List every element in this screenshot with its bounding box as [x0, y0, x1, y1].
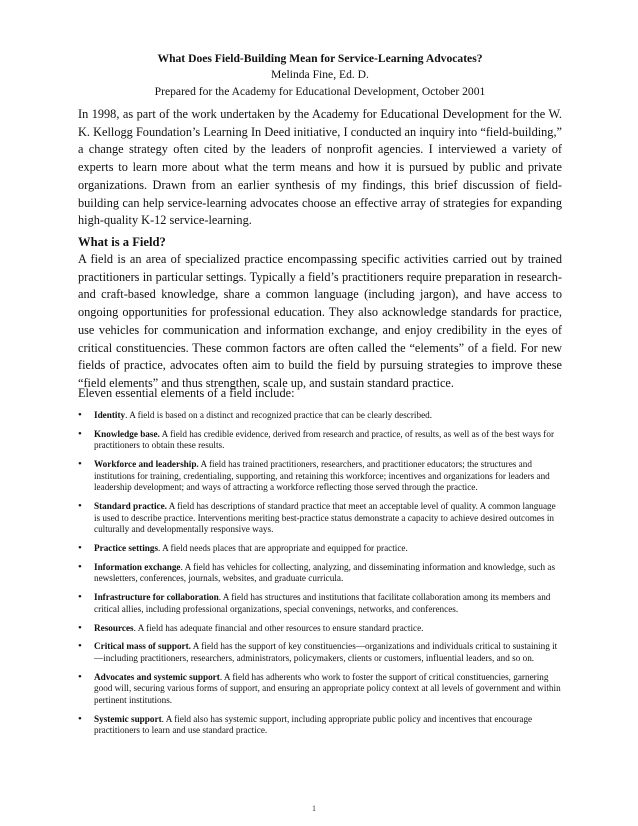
- element-separator: .: [180, 561, 185, 572]
- element-separator: .: [158, 543, 163, 554]
- element-term: Information exchange: [94, 561, 181, 572]
- list-item: [78, 429, 562, 452]
- element-separator: .: [218, 592, 223, 603]
- list-item: [78, 714, 562, 737]
- list-item: [78, 623, 562, 635]
- bullet-icon: •: [78, 591, 82, 604]
- list-item: [78, 459, 562, 494]
- element-separator: .: [133, 622, 138, 633]
- element-term: Identity: [94, 410, 126, 420]
- element-description: A field needs places that are appropriate and equipped for practice.: [162, 543, 408, 554]
- element-description: A field also has systemic support, including appropriate public policy and incentives that encourage practitioners to learn and use standard practice.: [94, 713, 533, 736]
- element-separator: .: [125, 410, 130, 420]
- bullet-icon: •: [78, 542, 82, 555]
- list-item: [78, 592, 562, 615]
- element-description: A field has adherents who work to foster the support of critical constituencies, garnering good will, securing various forms of support, and ensuring an appropriate policy context at all levels of government and within pertinent institutions.: [94, 671, 561, 705]
- bullet-icon: •: [78, 621, 82, 634]
- list-item: [78, 672, 562, 707]
- document-author: Melinda Fine, Ed. D.: [271, 68, 369, 81]
- field-elements-list: [78, 410, 562, 744]
- element-description: A field has structures and institutions that facilitate collaboration among its members and critical allies, including professional organizations, special convenings, networks, and conferences.: [94, 592, 551, 614]
- list-item: [78, 501, 562, 536]
- element-description: A field has descriptions of standard practice that meet an acceptable level of quality. A common language is used to describe practice. Interventions meriting best-practice status demonstrate a capacity to achieve desired outcomes in culturally and developmentally responsive ways.: [94, 501, 556, 535]
- bullet-icon: •: [78, 458, 82, 471]
- bullet-icon: •: [78, 409, 82, 421]
- section-heading: What is a Field?: [78, 235, 166, 249]
- bullet-icon: •: [78, 670, 82, 683]
- list-item: [78, 543, 562, 555]
- element-separator: .: [219, 671, 224, 682]
- element-description: A field has adequate financial and other resources to ensure standard practice.: [137, 622, 424, 633]
- bullet-icon: •: [78, 560, 82, 573]
- document-title: What Does Field-Building Mean for Service-Learning Advocates?: [157, 52, 483, 65]
- element-term: Workforce and leadership.: [94, 459, 199, 470]
- bullet-icon: •: [78, 640, 82, 653]
- document-prepared-for: Prepared for the Academy for Educational Development, October 2001: [154, 85, 486, 98]
- element-description: A field is based on a distinct and recognized practice that can be clearly described.: [129, 410, 433, 420]
- bullet-icon: •: [78, 500, 82, 513]
- element-term: Systemic support: [94, 713, 162, 724]
- element-term: Critical mass of support.: [94, 641, 191, 652]
- element-description: A field has trained practitioners, researchers, and practitioner educators; the structures and institutions for training, credentialing, supporting, and retaining this workforce; incentives and organizations for leaders and leadership development; and ways of attracting a workforce reflecting those served through the practice.: [94, 459, 550, 493]
- bullet-icon: •: [78, 427, 82, 440]
- list-intro: Eleven essential elements of a field include:: [78, 386, 295, 400]
- bullet-icon: •: [78, 712, 82, 725]
- element-separator: .: [161, 713, 166, 724]
- element-term: Practice settings: [94, 543, 159, 554]
- section-paragraph: A field is an area of specialized practice encompassing specific activities carried out by trained practitioners in particular settings. Typically a field’s practitioners require preparation in research- and craft-based knowledge, share a common language (including jargon), and have access to ongoing opportunities for professional education. They also acknowledge standards for practice, use vehicles for communication and information exchange, and enjoy credibility in the eyes of critical constituencies. These common factors are often called the “elements” of a field. For new fields of practice, advocates often aim to build the field by pursuing strategies to improve these “field elements” and thus strengthen, scale up, and sustain standard practice.: [78, 252, 562, 390]
- element-description: A field has vehicles for collecting, analyzing, and disseminating information and knowledge, such as newsletters, conferences, journals, websites, and graduate curricula.: [94, 561, 556, 584]
- element-term: Resources: [94, 622, 134, 633]
- element-term: Standard practice.: [94, 501, 167, 512]
- intro-paragraph: In 1998, as part of the work undertaken by the Academy for Educational Development for the W. K. Kellogg Foundation’s Learning In Deed initiative, I conducted an inquiry into “field-building,” a change strategy often cited by the leaders of nonprofit agencies. I interviewed a variety of experts to learn more about what the term means and how it is pursued by public and private organizations. Drawn from an earlier synthesis of my findings, this brief discussion of field-building can help service-learning advocates choose an effective array of strategies for expanding high-quality K-12 service-learning.: [78, 107, 562, 228]
- list-item: [78, 641, 562, 664]
- list-item: [78, 562, 562, 585]
- element-term: Infrastructure for collaboration: [94, 592, 219, 603]
- element-term: Knowledge base.: [94, 428, 160, 439]
- list-item: [78, 410, 562, 422]
- element-description: A field has credible evidence, derived from research and practice, of results, as well as of the best ways for practitioners to obtain these results.: [94, 428, 555, 451]
- page-number: 1: [312, 804, 316, 813]
- element-description: A field has the support of key constituencies—organizations and individuals critical to sustaining it—including practitioners, researchers, administrators, policymakers, clients or customers, influential leaders, and so on.: [94, 641, 558, 663]
- element-term: Advocates and systemic support: [94, 671, 220, 682]
